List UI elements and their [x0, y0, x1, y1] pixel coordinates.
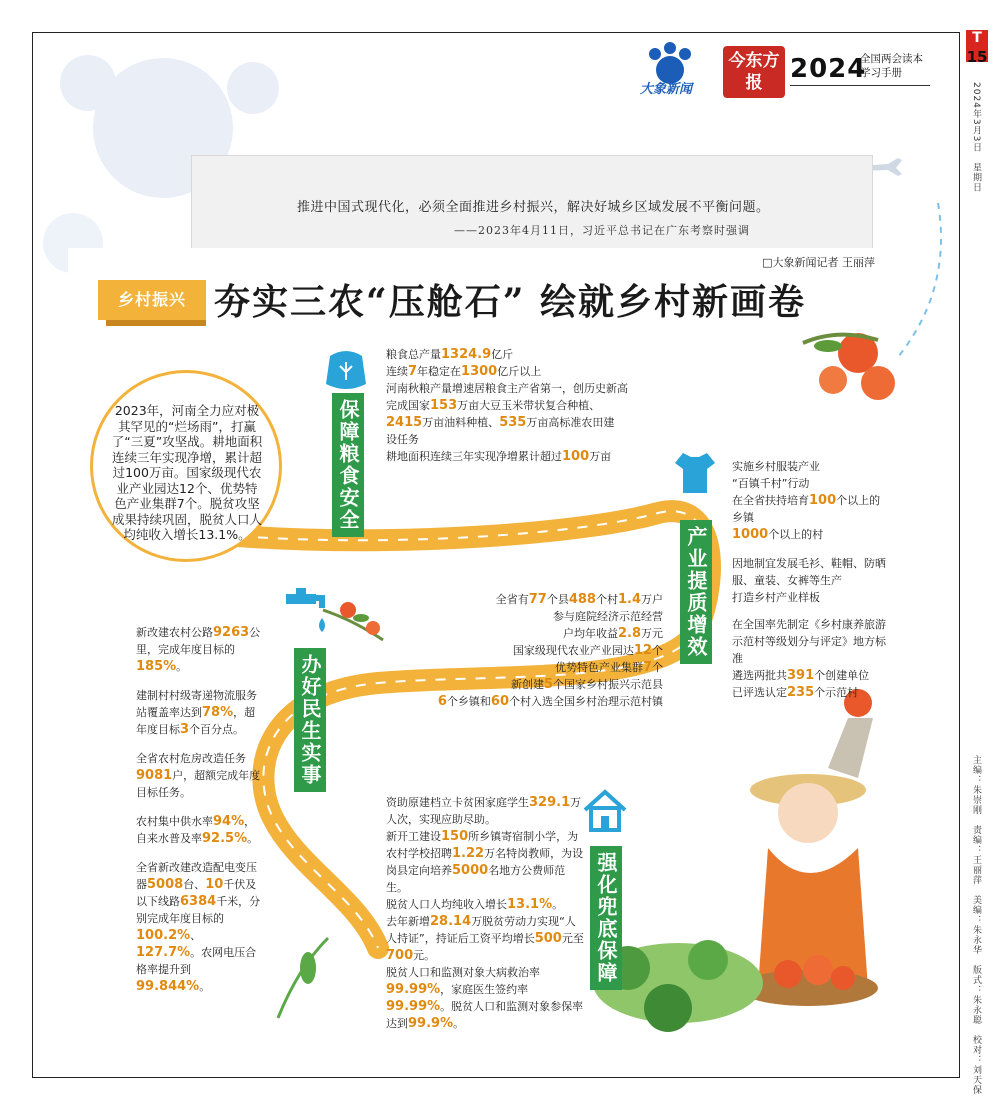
persimmon-branch-icon: [323, 602, 383, 640]
industry-m6: 新创建5个国家乡村振兴示范县: [510, 677, 663, 692]
industry-a1: 实施乡村服装产业: [732, 460, 820, 473]
section-badge-livelihood: 办好民生实事: [294, 648, 326, 792]
subtitle-line-1: 全国两会读本: [860, 53, 923, 65]
house-icon: [585, 792, 625, 830]
industry-a5: 1000个以上的村: [732, 527, 824, 542]
security-s5: 脱贫人口和监测对象大病救治率99.99%，家庭医生签约率99.99%。脱贫人口和监测对象参保率达到99.9%。: [386, 966, 584, 1031]
persimmon-icon: [803, 333, 895, 400]
industry-a4: 乡镇: [732, 511, 754, 524]
food-line-2: 连续7年稳定在1300亿斤以上: [386, 364, 542, 379]
livelihood-p1: 新改建农村公路9263公里，完成年度目标的185%。: [136, 625, 261, 674]
subtitle-line-2: 学习手册: [860, 67, 902, 79]
security-s4: 去年新增28.14万脱贫劳动力实现“人人持证”，持证后工资平均增长500元至700元。: [386, 914, 584, 963]
industry-m5: 优势特色产业集群7个: [554, 660, 663, 675]
industry-c5: 已评选认定235个示范村: [732, 685, 859, 700]
food-line-4: 完成国家153万亩大豆玉米带状复合种植、: [386, 398, 601, 413]
livelihood-stats: [136, 624, 264, 995]
industry-m3: 户均年收益2.8万元: [562, 626, 663, 641]
industry-middle-stats: [398, 591, 663, 710]
grain-sack-icon: [326, 351, 366, 389]
farmer-illustration: [738, 689, 878, 1006]
food-line-1: 粮食总产量1324.9亿斤: [386, 347, 514, 362]
industry-m1: 全省有77个县488个村1.4万户: [495, 592, 663, 607]
security-s2: 新开工建设150所乡镇寄宿制小学，为农村学校招聘1.22万名特岗教师，为设岗县定向培养5000名地方公费师范生。: [386, 829, 584, 894]
brand-logo-text: 大象新闻: [640, 82, 693, 97]
masthead-rule: [790, 85, 930, 86]
food-stats: [386, 346, 686, 465]
year-title: 2024: [790, 54, 867, 84]
industry-c3: 准: [732, 652, 743, 665]
page-number: 15: [966, 48, 988, 66]
issue-date: 2024年3月3日 星期日: [971, 82, 981, 193]
section-badge-industry: 产业提质增效: [680, 520, 712, 664]
food-line-6: 设任务: [386, 433, 419, 446]
newspaper-logo: 今东方报: [723, 46, 785, 98]
security-stats: [386, 794, 584, 1032]
food-line-3: 河南秋粮产量增速居粮食主产省第一，创历史新高: [386, 382, 628, 395]
quote-source: ——2023年4月11日，习近平总书记在广东考察时强调: [454, 224, 750, 237]
year-subtitle: [860, 52, 923, 80]
section-badge-security: 强化兜底保障: [590, 846, 622, 990]
industry-c1: 在全国率先制定《乡村康养旅游: [732, 618, 886, 631]
byline: □大象新闻记者 王丽萍: [762, 256, 875, 269]
page-section-letter: T: [966, 30, 988, 62]
industry-b2: 服、童装、女裤等生产: [732, 574, 842, 587]
security-s1: 资助原建档立卡贫困家庭学生329.1万人次，实现应助尽助。: [386, 795, 582, 826]
livelihood-p2: 建制村村级寄递物流服务站覆盖率达到78%，超年度目标3个百分点。: [136, 689, 257, 737]
industry-right-stats: [732, 458, 892, 701]
quote-text: 推进中国式现代化，必须全面推进乡村振兴，解决好城乡区域发展不平衡问题。: [297, 200, 770, 215]
industry-m2: 参与庭院经济示范经营: [553, 610, 663, 623]
editorial-credits: 主编：朱崇刚 责编：王丽萍 美编：朱永华 版式：朱永聪 校对：刘天保: [971, 755, 981, 1095]
livelihood-p3: 全省农村危房改造任务9081户，超额完成年度目标任务。: [136, 752, 261, 799]
article-card: [68, 248, 897, 1044]
livelihood-p5: 全省新改建改造配电变压器5008台、10千伏及以下线路6384千米，分别完成年度目标的100.2%、127.7%。农网电压合格率提升到99.844%。: [136, 861, 261, 994]
livelihood-p4: 农村集中供水率94%，自来水普及率92.5%。: [136, 814, 259, 846]
headline: 夯实三农“压舱石” 绘就乡村新画卷: [214, 281, 806, 323]
industry-c2: 示范村等级划分与评定》地方标: [732, 635, 886, 648]
category-tag: 乡村振兴: [98, 280, 206, 320]
food-line-7: 耕地面积连续三年实现净增累计超过100万亩: [386, 449, 612, 464]
intro-text: 2023年，河南全力应对极其罕见的“烂场雨”，打赢了“三夏”攻坚战。耕地面积连续三年实现净增，累计超过100万亩。国家级现代农业产业园达12个、优势特色产业集群7个。脱贫攻坚成果持续巩固，脱贫人口人均纯收入增长13.1%。: [111, 403, 263, 542]
industry-a3: 在全省扶持培育100个以上的: [732, 493, 881, 508]
section-badge-food: 保障粮食安全: [332, 393, 364, 537]
security-s3: 脱贫人口人均纯收入增长13.1%。: [386, 897, 564, 912]
food-line-5: 2415万亩油料种植、535万亩高标准农田建: [386, 415, 615, 430]
industry-b3: 打造乡村产业样板: [732, 591, 820, 604]
industry-b1: 因地制宜发展毛衫、鞋帽、防晒: [732, 557, 886, 570]
industry-c4: 遴选两批共391个创建单位: [732, 668, 870, 683]
industry-a2: “百镇千村”行动: [732, 477, 810, 490]
industry-m4: 国家级现代农业产业园达12个: [512, 643, 663, 658]
water-tap-icon: [286, 588, 325, 632]
intro-circle: [90, 370, 282, 562]
industry-m7: 6个乡镇和60个村入选全国乡村治理示范村镇: [437, 694, 663, 709]
